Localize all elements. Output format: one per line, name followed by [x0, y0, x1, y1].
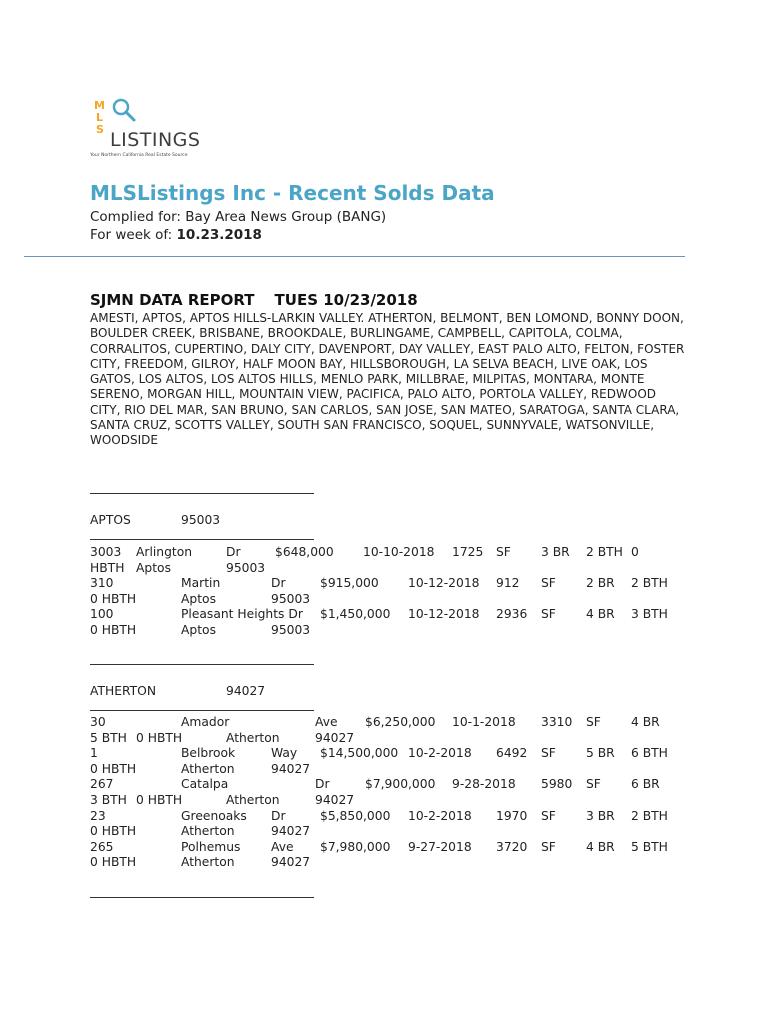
sale-zip: 94027: [271, 761, 311, 776]
sale-zip: 95003: [271, 591, 311, 606]
sale-date: 10-1-2018: [452, 715, 516, 729]
sale-city: Aptos: [181, 623, 216, 637]
section-separator: [90, 897, 314, 898]
sale-sqft: 3310: [541, 715, 573, 729]
sale-street: Martin: [181, 576, 221, 591]
sale-sf: SF: [496, 545, 511, 559]
sale-zip: 95003: [271, 623, 311, 637]
compiled-for-line: [90, 209, 386, 225]
sale-hbth: 0 HBTH: [90, 824, 137, 839]
sale-city: Atherton: [181, 824, 235, 839]
sale-hbth: 0 HBTH: [136, 730, 183, 745]
sale-street: Arlington: [136, 545, 193, 559]
sale-zip: 94027: [271, 855, 311, 870]
sale-sf: SF: [586, 777, 601, 792]
section-separator: [90, 710, 314, 711]
sale-suffix: Dr: [226, 545, 241, 559]
sale-date: 10-10-2018: [363, 545, 435, 559]
sale-bth: 3 BTH: [631, 607, 668, 622]
sale-bth: 6 BTH: [631, 746, 668, 761]
week-of-line: [90, 227, 262, 243]
sale-br: 3 BR: [586, 808, 615, 823]
sale-price: $14,500,000: [320, 746, 399, 761]
sale-sqft: 5980: [541, 777, 573, 792]
sale-street: Catalpa: [181, 777, 229, 792]
sale-sqft: 1725: [452, 545, 484, 559]
sale-zip: 95003: [226, 560, 266, 575]
page-title: MLSListings Inc - Recent Solds Data: [90, 181, 495, 205]
sale-hbth: 0 HBTH: [136, 793, 183, 807]
sale-hbth: 0 HBTH: [90, 591, 137, 606]
sale-num: 267: [90, 777, 114, 792]
sale-date: 9-27-2018: [408, 839, 472, 854]
sale-price: $7,900,000: [365, 777, 436, 792]
sale-bth: 2 BTH: [586, 545, 623, 559]
sale-date: 9-28-2018: [452, 777, 516, 792]
sale-bth: 2 BTH: [631, 808, 668, 823]
header-divider: [24, 256, 685, 257]
mlslistings-logo: [90, 97, 220, 163]
sale-price: $648,000: [275, 545, 334, 559]
compiled-value: Bay Area News Group (BANG): [185, 209, 387, 225]
sale-br: 4 BR: [631, 715, 660, 729]
sale-suffix: Ave: [315, 715, 338, 729]
sale-city: Atherton: [181, 761, 235, 776]
sale-num: 1: [90, 746, 98, 761]
svg-text:S: S: [96, 123, 104, 136]
sale-date: 10-2-2018: [408, 746, 472, 761]
sale-sqft: 1970: [496, 808, 528, 823]
sale-date: 10-12-2018: [408, 607, 480, 622]
sale-suffix: Way: [271, 746, 298, 761]
sale-num: 265: [90, 839, 114, 854]
sale-price: $7,980,000: [320, 839, 391, 854]
sale-sf: SF: [586, 715, 601, 729]
section-city: ATHERTON: [90, 684, 157, 698]
sale-hbth: 0 HBTH: [90, 761, 137, 776]
week-label: For week of:: [90, 227, 173, 243]
sale-street: Belbrook: [181, 746, 236, 761]
sale-street: Greenoaks: [181, 808, 247, 823]
sale-hbth: HBTH: [90, 560, 125, 575]
sale-bth: 5 BTH: [90, 730, 127, 745]
sale-sf: SF: [541, 607, 556, 622]
sale-street: Polhemus: [181, 839, 241, 854]
sale-hbth: 0 HBTH: [90, 855, 137, 870]
sale-suffix: Dr: [271, 576, 286, 591]
sale-bth: 5 BTH: [631, 839, 668, 854]
sale-sqft: 2936: [496, 607, 528, 622]
sale-city: Aptos: [181, 591, 216, 606]
logo-wordmark: LISTINGS: [110, 129, 201, 151]
sale-sqft: 6492: [496, 746, 528, 761]
sale-street: Amador: [181, 715, 230, 729]
section-separator: [90, 539, 314, 540]
sale-suffix: Ave: [271, 839, 294, 854]
sale-num: 3003: [90, 545, 122, 559]
sale-br: 5 BR: [586, 746, 615, 761]
sale-sf: SF: [541, 576, 556, 591]
compiled-label: Complied for:: [90, 209, 181, 225]
sale-street: Pleasant Heights Dr: [181, 607, 303, 622]
sale-date: 10-12-2018: [408, 576, 480, 591]
sale-city: Atherton: [226, 730, 280, 745]
section-zip: 95003: [181, 513, 221, 527]
sale-br: 3 BR: [541, 545, 570, 559]
sale-price: $915,000: [320, 576, 379, 591]
sale-city: Atherton: [226, 793, 280, 807]
section-separator: [90, 664, 314, 665]
city-list: AMESTI, APTOS, APTOS HILLS-LARKIN VALLEY. ATHERTON, BELMONT, BEN LOMOND, BONNY DOON, BOULDER CREEK, BRISBANE, BROOKDALE, BURLINGAME, CAMPBELL, CAPITOLA, COLMA, CORRALITOS, CUPERTINO, DALY CITY, DAVENPORT, DAY VALLEY, EAST PALO ALTO, FELTON, FOSTER CITY, FREEDOM, GILROY, HALF MOON BAY, HILLSBOROUGH, LA SELVA BEACH, LIVE OAK, LOS GATOS, LOS ALTOS, LOS ALTOS HILLS, MENLO PARK, MILLBRAE, MILPITAS, MONTARA, MONTE SERENO, MORGAN HILL, MOUNTAIN VIEW, PACIFICA, PALO ALTO, PORTOLA VALLEY, REDWOOD CITY, RIO DEL MAR, SAN BRUNO, SAN CARLOS, SAN JOSE, SAN MATEO, SARATOGA, SANTA CLARA, SANTA CRUZ, SCOTTS VALLEY, SOUTH SAN FRANCISCO, SOQUEL, SUNNYVALE, WATSONVILLE, WOODSIDE: [90, 311, 685, 448]
sale-zip: 94027: [271, 824, 311, 839]
report-name: SJMN DATA REPORT: [90, 291, 255, 309]
report-date: TUES 10/23/2018: [274, 291, 418, 309]
sale-bth: 2 BTH: [631, 576, 668, 591]
sale-zip: 94027: [315, 793, 355, 807]
sale-sf: SF: [541, 746, 556, 761]
report-heading: [90, 291, 418, 309]
sale-num: 30: [90, 715, 106, 729]
svg-text:M: M: [94, 99, 105, 112]
sale-br: 4 BR: [586, 839, 615, 854]
sale-price: $6,250,000: [365, 715, 436, 729]
sale-price: $5,850,000: [320, 808, 391, 823]
sale-num: 310: [90, 576, 114, 591]
sale-num: 100: [90, 607, 114, 622]
sale-city: Aptos: [136, 560, 171, 575]
sale-suffix: Dr: [315, 777, 330, 792]
sale-sqft: 912: [496, 576, 520, 591]
svg-text:L: L: [96, 111, 104, 124]
logo-tagline: Your Northern California Real Estate Source: [90, 153, 188, 158]
section-city: APTOS: [90, 513, 131, 527]
sale-hbth: 0 HBTH: [90, 623, 137, 637]
section-separator: [90, 493, 314, 494]
sale-br: 6 BR: [631, 777, 660, 792]
sale-sf: SF: [541, 808, 556, 823]
sale-sqft: 3720: [496, 839, 528, 854]
sale-num: 23: [90, 808, 106, 823]
sale-sf: SF: [541, 839, 556, 854]
sale-suffix: Dr: [271, 808, 286, 823]
sale-city: Atherton: [181, 855, 235, 870]
section-zip: 94027: [226, 684, 266, 698]
sale-bth: 3 BTH: [90, 793, 127, 807]
sale-date: 10-2-2018: [408, 808, 472, 823]
week-value: 10.23.2018: [176, 227, 262, 243]
sale-price: $1,450,000: [320, 607, 391, 622]
sale-zip: 94027: [315, 730, 355, 745]
sale-hbth: 0: [631, 545, 639, 559]
sale-br: 4 BR: [586, 607, 615, 622]
sale-br: 2 BR: [586, 576, 615, 591]
